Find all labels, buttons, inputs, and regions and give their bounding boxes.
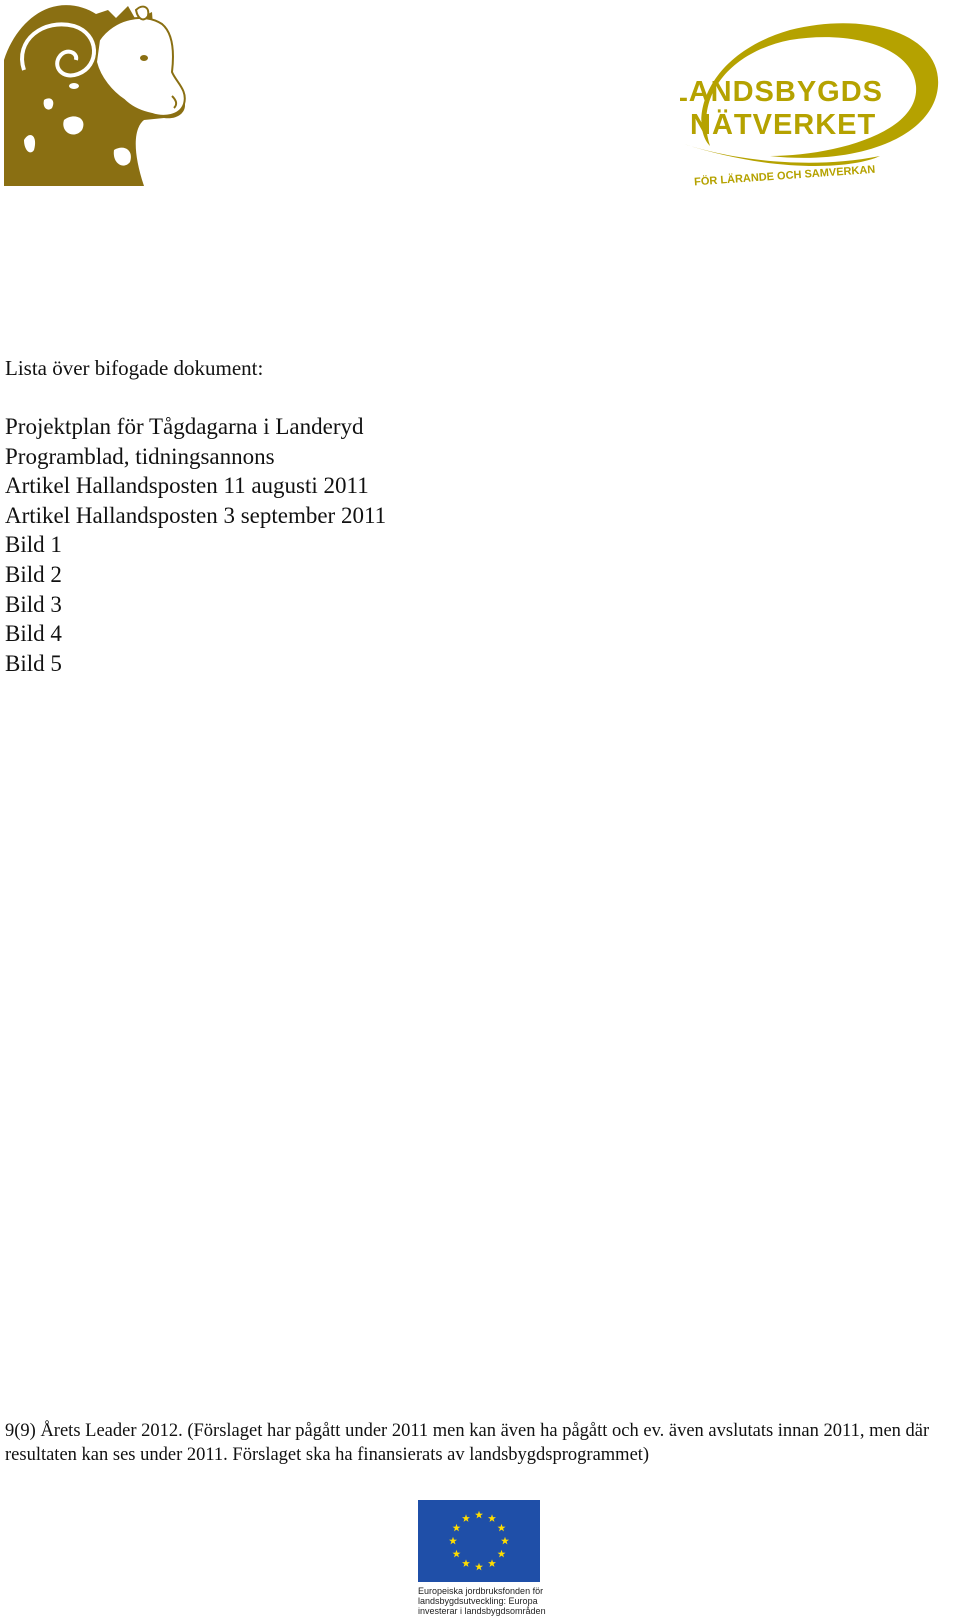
landsbygdsnatverket-logo-icon — [680, 16, 950, 198]
attached-documents-list — [5, 412, 386, 678]
eu-caption-line: investerar i landsbygdsområden — [418, 1606, 546, 1616]
list-item: Programblad, tidningsannons — [5, 443, 275, 469]
list-item: Bild 5 — [5, 650, 62, 676]
eu-logo — [418, 1500, 546, 1618]
list-item: Artikel Hallandsposten 3 september 2011 — [5, 502, 387, 528]
list-item: Artikel Hallandsposten 11 augusti 2011 — [5, 473, 369, 499]
logo-tagline: FÖR LÄRANDE OCH SAMVERKAN — [693, 163, 876, 189]
document-list-heading: Lista över bifogade dokument: — [5, 356, 264, 380]
eu-caption-line: Europeiska jordbruksfonden för — [418, 1586, 544, 1596]
eu-caption-line: landsbygdsutveckling: Europa — [418, 1596, 538, 1606]
list-item: Bild 2 — [5, 561, 62, 587]
list-item: Bild 4 — [5, 621, 62, 647]
logo-line-1: LANDSBYGDS — [680, 76, 884, 108]
list-item: Projektplan för Tågdagarna i Landeryd — [5, 414, 364, 439]
eu-flag-icon — [418, 1500, 540, 1582]
list-item: Bild 3 — [5, 591, 62, 617]
eu-caption — [418, 1586, 546, 1616]
logo-line-2: NÄTVERKET — [690, 109, 877, 141]
list-item: Bild 1 — [5, 532, 62, 558]
footer-note: 9(9) Årets Leader 2012. (Förslaget har pågått under 2011 men kan även ha pågått och ev. även avslutats innan 2011, men där resultaten kan ses under 2011. Förslaget ska ha finansierats av landsbygdsprogrammet) — [5, 1421, 930, 1465]
ram-sheep-logo-icon — [4, 0, 190, 186]
